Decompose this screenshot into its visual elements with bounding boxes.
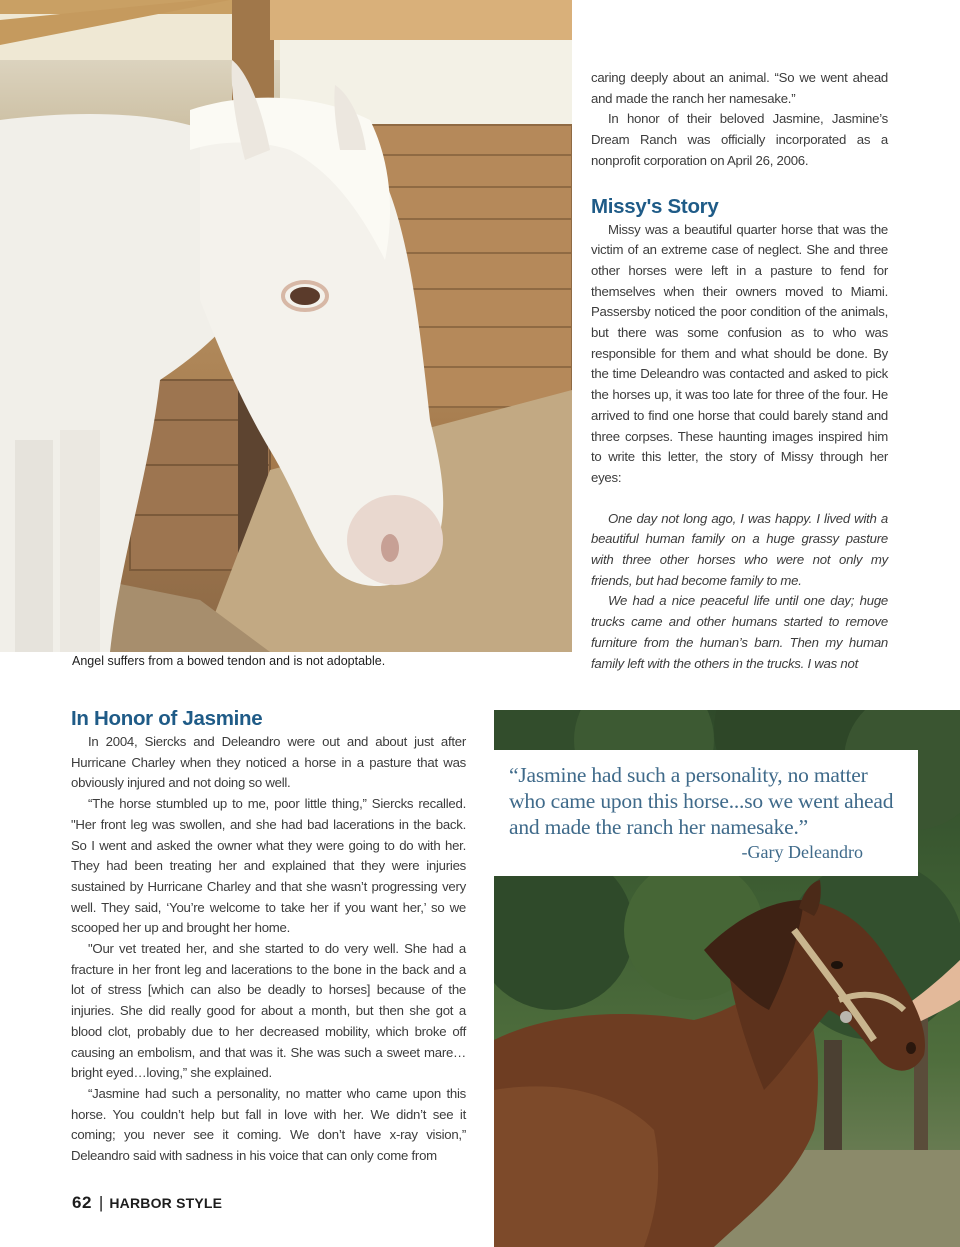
page-footer: [72, 1193, 222, 1213]
pull-quote-text: “Jasmine had such a personality, no matter who came upon this horse...so we went ahead and made the ranch her namesake.”: [509, 763, 894, 839]
footer-separator: |: [98, 1193, 104, 1212]
missys-story-text: [591, 220, 888, 489]
jasmine-paragraph: “Jasmine had such a personality, no matter who came upon this horse. You couldn’t help but fall in love with her. We didn’t see it coming; you never see it coming. We don’t have x-ray vision,” Deleandro said with sadness in his voice that can only come from: [71, 1085, 466, 1164]
pull-quote-attribution: -Gary Deleandro: [741, 842, 863, 863]
left-column: [71, 706, 466, 1167]
jasmine-heading: In Honor of Jasmine: [71, 707, 263, 730]
right-intro: [591, 68, 888, 172]
right-column: [591, 68, 888, 674]
intro-paragraph: In honor of their beloved Jasmine, Jasmine’s Dream Ranch was officially incorporated as a nonprofit corporation on April 26, 2006.: [591, 111, 888, 168]
missys-letter: [591, 509, 888, 675]
jasmine-paragraph: In 2004, Siercks and Deleandro were out and about just after Hurricane Charley when they noticed a horse in a pasture that was obviously injured and not doing so well.: [71, 734, 466, 791]
pull-quote: [494, 750, 918, 876]
letter-paragraph: One day not long ago, I was happy. I lived with a beautiful human family on a huge grassy pasture with three other horses who were not only my friends, but had become family to me.: [591, 510, 888, 588]
white-horse-photo: [0, 0, 572, 652]
story-paragraph: Missy was a beautiful quarter horse that was the victim of an extreme case of neglect. She and three other horses were left in a pasture to fend for themselves when their owners moved to Miami. Passersby noticed the poor condition of the animals, but there was some confusion as to who was responsible for them and what should be done. By the time Deleandro was contacted and asked to pick the horses up, it was too late for three of the four. He arrived to find one horse that could barely stand and three corpses. These haunting images inspired him to write this letter, the story of Missy through her eyes:: [591, 221, 888, 485]
missys-story-heading: Missy's Story: [591, 194, 719, 218]
white-horse-illustration: [0, 0, 572, 652]
page-number: 62: [72, 1193, 92, 1212]
letter-paragraph: We had a nice peaceful life until one day; huge trucks came and other humans started to remove furniture from the human’s barn. Then my human family left with the others in the trucks. I was not: [591, 593, 888, 671]
jasmine-paragraph: “The horse stumbled up to me, poor little thing,” Siercks recalled. "Her front leg was swollen, and she had bad lacerations in the back. So I went and asked the owner what they were going to do with her. They had been treating her and explained that they were injuries sustained by Hurricane Charley and that she wasn’t progressing very well. They said, ‘You’re welcome to take her if you want her,’ so we scooped her up and brought her home.: [71, 796, 466, 936]
magazine-name: HARBOR STYLE: [109, 1195, 223, 1211]
photo-caption: Angel suffers from a bowed tendon and is not adoptable.: [72, 654, 386, 668]
jasmine-paragraph: "Our vet treated her, and she started to do very well. She had a fracture in her front leg and lacerations to the bone in the back and a lot of stress [which can also be deadly to horses] because of the injuries. She did really good for about a month, but then she got a blood clot, probably due to her decreased mobility, which broke off causing an embolism, and that was it. She was such a sweet mare… bright eyed…loving,” she explained.: [71, 941, 466, 1081]
intro-paragraph: caring deeply about an animal. “So we went ahead and made the ranch her namesake.”: [591, 70, 888, 106]
jasmine-text: [71, 732, 466, 1167]
